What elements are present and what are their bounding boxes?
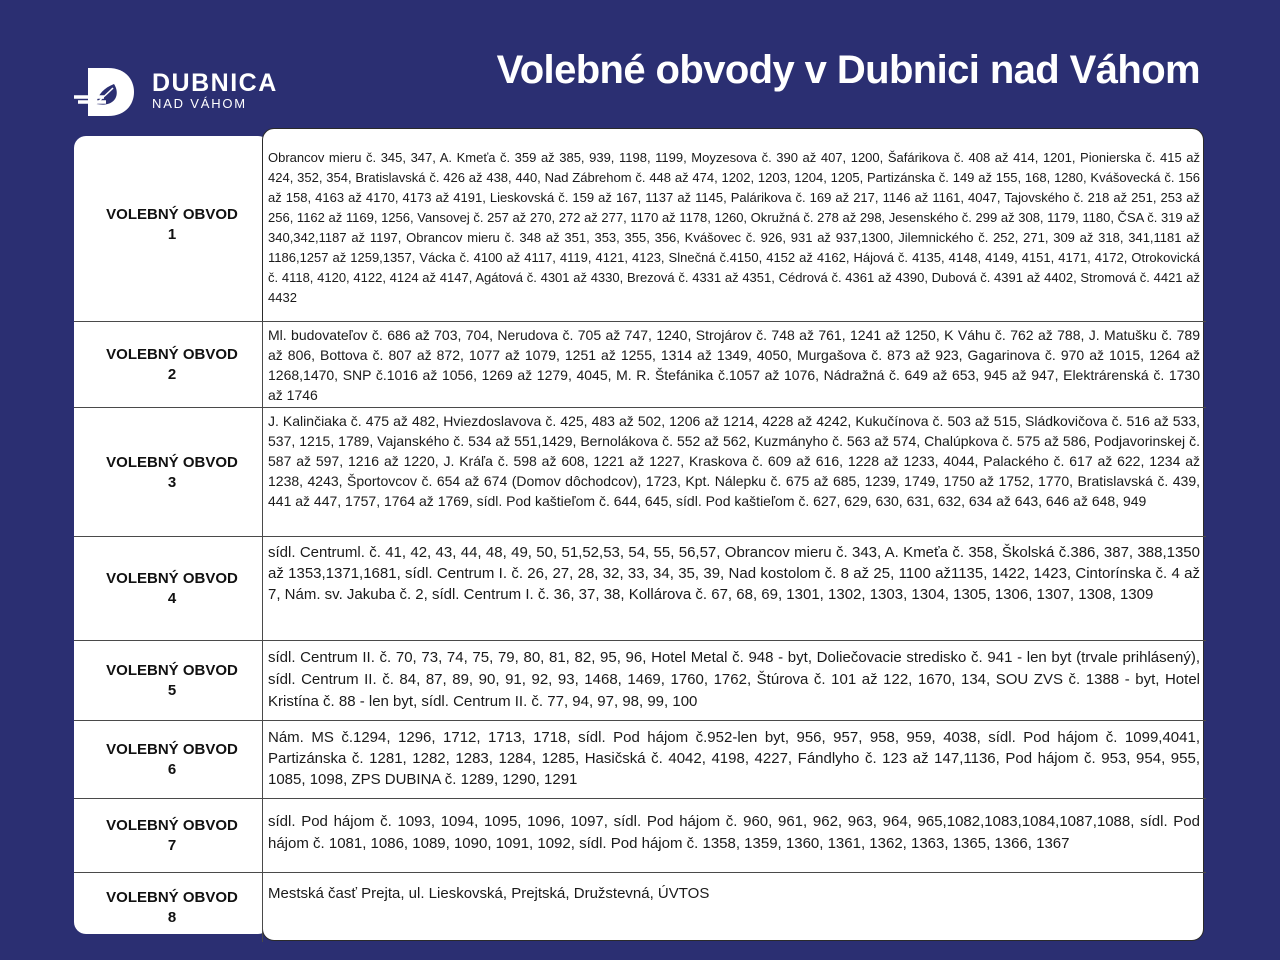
district-label-text: VOLEBNÝ OBVOD [106,888,238,906]
district-row [74,536,1206,641]
district-row [74,798,1206,873]
district-label [74,408,270,537]
district-streets: Mestská časť Prejta, ul. Lieskovská, Prejtská, Družstevná, ÚVTOS [268,885,710,902]
district-number: 5 [167,682,177,699]
district-number: 7 [167,837,177,854]
district-row [74,128,1206,321]
district-label-text: VOLEBNÝ OBVOD [106,570,238,587]
district-streets: sídl. Centrum II. č. 70, 73, 74, 75, 79, 80, 81, 82, 95, 96, Hotel Metal č. 948 - byt, Doliečovacie stredisko č. 941 - len byt (trvale prihlásený), sídl. Centrum II. č. 84, 87, 89, 90, 91, 92, 93, 1468, 1469, 1760, 1762, Štúrova č. 101 až 122, 1670, 134, SOU ZVS č. 1388 - byt, Hotel Kristína č. 88 - len byt, sídl. Centrum II. č. 77, 94, 97, 98, 99, 100 [268,649,1200,710]
districts-table [74,128,1206,943]
district-label-text: VOLEBNÝ OBVOD [106,205,238,223]
district-number: 4 [167,590,177,607]
district-label [74,537,270,641]
district-number: 2 [167,366,177,383]
district-label [74,322,270,408]
district-row [74,720,1206,799]
district-streets: sídl. Pod hájom č. 1093, 1094, 1095, 1096, 1097, sídl. Pod hájom č. 960, 961, 962, 963, 964, 965,1082,1083,1084,1087,1088, sídl. Pod hájom č. 1081, 1086, 1089, 1090, 1091, 1092, sídl. Pod hájom č. 1358, 1359, 1360, 1361, 1362, 1363, 1365, 1366, 1367 [268,813,1200,852]
district-label [74,873,270,942]
district-row [74,872,1206,942]
dubnica-logo-icon [74,64,138,120]
district-row [74,407,1206,537]
district-streets: J. Kalinčiaka č. 475 až 482, Hviezdoslavova č. 425, 483 až 502, 1206 až 1214, 4228 až 4242, Kukučínova č. 503 až 515, Sládkovičova č. 516 až 533, 537, 1215, 1789, Vajanského č. 534 až 551,1429, Bernolákova č. 552 až 562, Kuzmányho č. 563 až 574, Chalúpkova č. 575 až 586, Podjavorinskej č. 587 až 597, 1216 až 1220, J. Kráľa č. 598 až 608, 1221 až 1227, Kraskova č. 609 až 616, 1228 až 1233, 4044, Palackého č. 617 až 622, 1234 až 1238, 4243, Športovcov č. 654 až 674 (Domov dôchodcov), 1723, Kpt. Nálepku č. 675 až 685, 1239, 1749, 1750 až 1752, 1770, Bratislavská č. 439, 441 až 447, 1757, 1764 až 1769, sídl. Pod kaštieľom č. 644, 645, sídl. Pod kaštieľom č. 627, 629, 630, 631, 632, 634 až 643, 646 až 648, 949 [268,413,1200,509]
page-title: Volebné obvody v Dubnici nad Váhom [496,48,1200,92]
district-number: 8 [167,908,177,926]
district-label-text: VOLEBNÝ OBVOD [106,662,238,679]
district-label-text: VOLEBNÝ OBVOD [106,453,238,471]
district-row [74,640,1206,721]
district-streets: Nám. MS č.1294, 1296, 1712, 1713, 1718, sídl. Pod hájom č.952-len byt, 956, 957, 958, 959, 4038, sídl. Pod hájom č. 1099,4041, Partizánska č. 1281, 1282, 1283, 1284, 1285, Hasičská č. 4042, 4198, 4227, Fándlyho č. 123 až 147,1136, Pod hájom č. 953, 954, 955, 1085, 1098, ZPS DUBINA č. 1289, 1290, 1291 [268,729,1200,788]
district-streets: sídl. Centruml. č. 41, 42, 43, 44, 48, 49, 50, 51,52,53, 54, 55, 56,57, Obrancov mieru č. 343, A. Kmeťa č. 358, Školská č.386, 387, 388,1350 až 1353,1371,1681, sídl. Centrum I. č. 26, 27, 28, 32, 33, 34, 35, 39, Nad kostolom č. 8 až 25, 1100 až1135, 1422, 1423, Cintorínska č. 4 až 7, Nám. sv. Jakuba č. 2, sídl. Centrum I. č. 36, 37, 38, Kollárova č. 67, 68, 69, 1301, 1302, 1303, 1304, 1305, 1306, 1307, 1308, 1309 [268,544,1200,603]
district-number: 3 [167,473,177,491]
district-row [74,321,1206,408]
district-number: 1 [167,225,177,243]
district-label-text: VOLEBNÝ OBVOD [106,817,238,834]
district-label [74,128,270,321]
district-number: 6 [167,761,177,778]
district-label [74,641,270,721]
district-label [74,721,270,799]
district-label [74,799,270,873]
logo-subtitle: NAD VÁHOM [152,96,247,111]
logo-name: DUBNICA [152,69,278,97]
district-streets: Ml. budovateľov č. 686 až 703, 704, Nerudova č. 705 až 747, 1240, Strojárov č. 748 až 761, 1241 až 1250, K Váhu č. 762 až 788, J. Matušku č. 789 až 806, Bottova č. 807 až 872, 1077 až 1079, 1251 až 1255, 1314 až 1349, 4050, Murgašova č. 873 až 923, Gagarinova č. 970 až 1015, 1264 až 1268,1470, SNP č.1016 až 1056, 1269 až 1279, 4045, M. R. Štefánika č.1057 až 1076, Nádražná č. 649 až 653, 945 až 947, Elektrárenská č. 1730 až 1746 [268,327,1200,403]
district-streets: Obrancov mieru č. 345, 347, A. Kmeťa č. 359 až 385, 939, 1198, 1199, Moyzesova č. 390 až 407, 1200, Šafárikova č. 408 až 414, 1201, Pionierska č. 415 až 424, 352, 354, Bratislavská č. 426 až 438, 440, Nad Zábrehom č. 448 až 474, 1202, 1203, 1204, 1205, Partizánska č. 149 až 155, 168, 1280, Kvášovecká č. 156 až 158, 4163 až 4170, 4173 až 4191, Lieskovská č. 159 až 167, 1137 až 1145, Palárikova č. 169 až 217, 1146 až 1161, 4047, Tajovského č. 218 až 251, 253 až 256, 1162 až 1169, 1256, Vansovej č. 257 až 270, 272 až 277, 1170 až 1178, 1260, Okružná č. 278 až 298, Jesenského č. 299 až 308, 1179, 1180, ČSA č. 319 až 340,342,1187 až 1197, Obrancov mieru č. 348 až 351, 353, 355, 356, Kvášovec č. 926, 931 až 937,1300, Jilemnického č. 252, 271, 309 až 318, 341,1181 až 1186,1257 až 1259,1357, Vácka č. 4100 až 4117, 4119, 4121, 4123, Slnečná č.4150, 4152 až 4162, Hájová č. 4135, 4148, 4149, 4151, 4171, 4172, Otrokovická č. 4118, 4120, 4122, 4124 až 4147, Agátová č. 4301 až 4330, Brezová č. 4331 až 4351, Cédrová č. 4361 až 4390, Dubová č. 4391 až 4402, Stromová č. 4421 až 4432 [268,150,1200,305]
district-label-text: VOLEBNÝ OBVOD [106,741,238,758]
district-label-text: VOLEBNÝ OBVOD [106,346,238,363]
dubnica-logo [74,64,314,120]
